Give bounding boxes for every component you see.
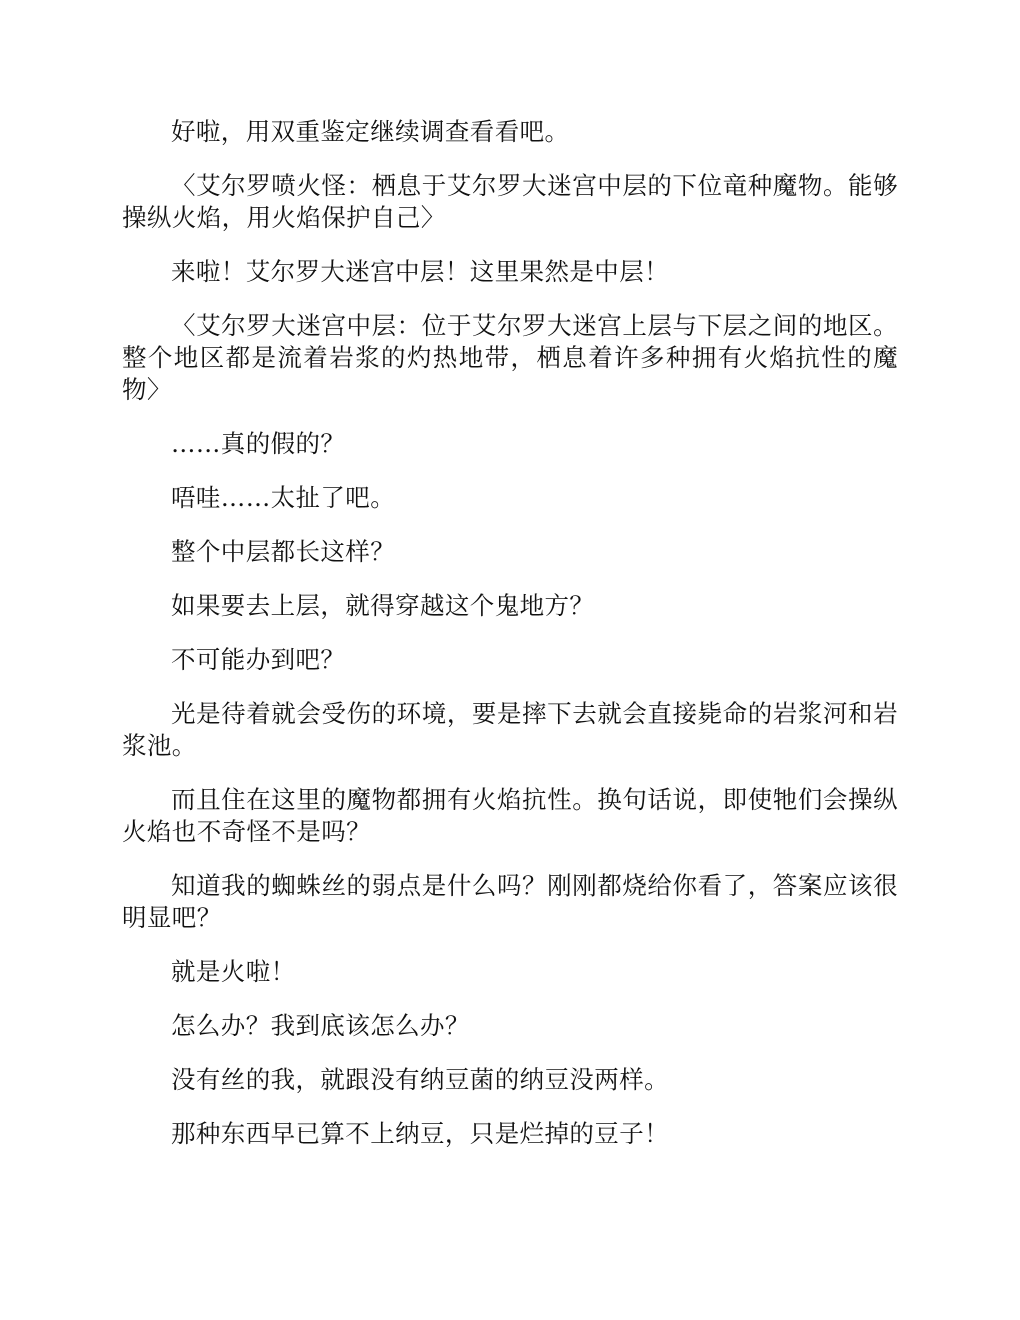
paragraph-7: 整个中层都长这样？ bbox=[171, 537, 396, 566]
paragraph-15: 没有丝的我，就跟没有纳豆菌的纳豆没两样。 bbox=[171, 1065, 669, 1094]
paragraph-3: 来啦！艾尔罗大迷宫中层！这里果然是中层！ bbox=[171, 257, 669, 286]
paragraph-2: 〈艾尔罗喷火怪：栖息于艾尔罗大迷宫中层的下位竜种魔物。能够操纵火焰，用火焰保护自己〉 bbox=[122, 171, 898, 232]
paragraph-8: 如果要去上层，就得穿越这个鬼地方？ bbox=[171, 591, 595, 620]
paragraph-5: ……真的假的？ bbox=[171, 429, 346, 458]
paragraph-13: 就是火啦！ bbox=[171, 957, 296, 986]
paragraph-4: 〈艾尔罗大迷宫中层：位于艾尔罗大迷宫上层与下层之间的地区。整个地区都是流着岩浆的灼热地带，栖息着许多种拥有火焰抗性的魔物〉 bbox=[122, 311, 898, 404]
paragraph-14: 怎么办？我到底该怎么办？ bbox=[171, 1011, 470, 1040]
paragraph-9: 不可能办到吧？ bbox=[171, 645, 346, 674]
paragraph-6: 唔哇……太扯了吧。 bbox=[171, 483, 396, 512]
paragraph-10: 光是待着就会受伤的环境，要是摔下去就会直接毙命的岩浆河和岩浆池。 bbox=[122, 699, 898, 760]
document-body bbox=[122, 116, 898, 1172]
paragraph-1: 好啦，用双重鉴定继续调查看看吧。 bbox=[171, 117, 570, 146]
paragraph-11: 而且住在这里的魔物都拥有火焰抗性。换句话说，即使牠们会操纵火焰也不奇怪不是吗？ bbox=[122, 785, 898, 846]
paragraph-12: 知道我的蜘蛛丝的弱点是什么吗？刚刚都烧给你看了，答案应该很明显吧？ bbox=[122, 871, 898, 932]
paragraph-16: 那种东西早已算不上纳豆，只是烂掉的豆子！ bbox=[171, 1119, 669, 1148]
